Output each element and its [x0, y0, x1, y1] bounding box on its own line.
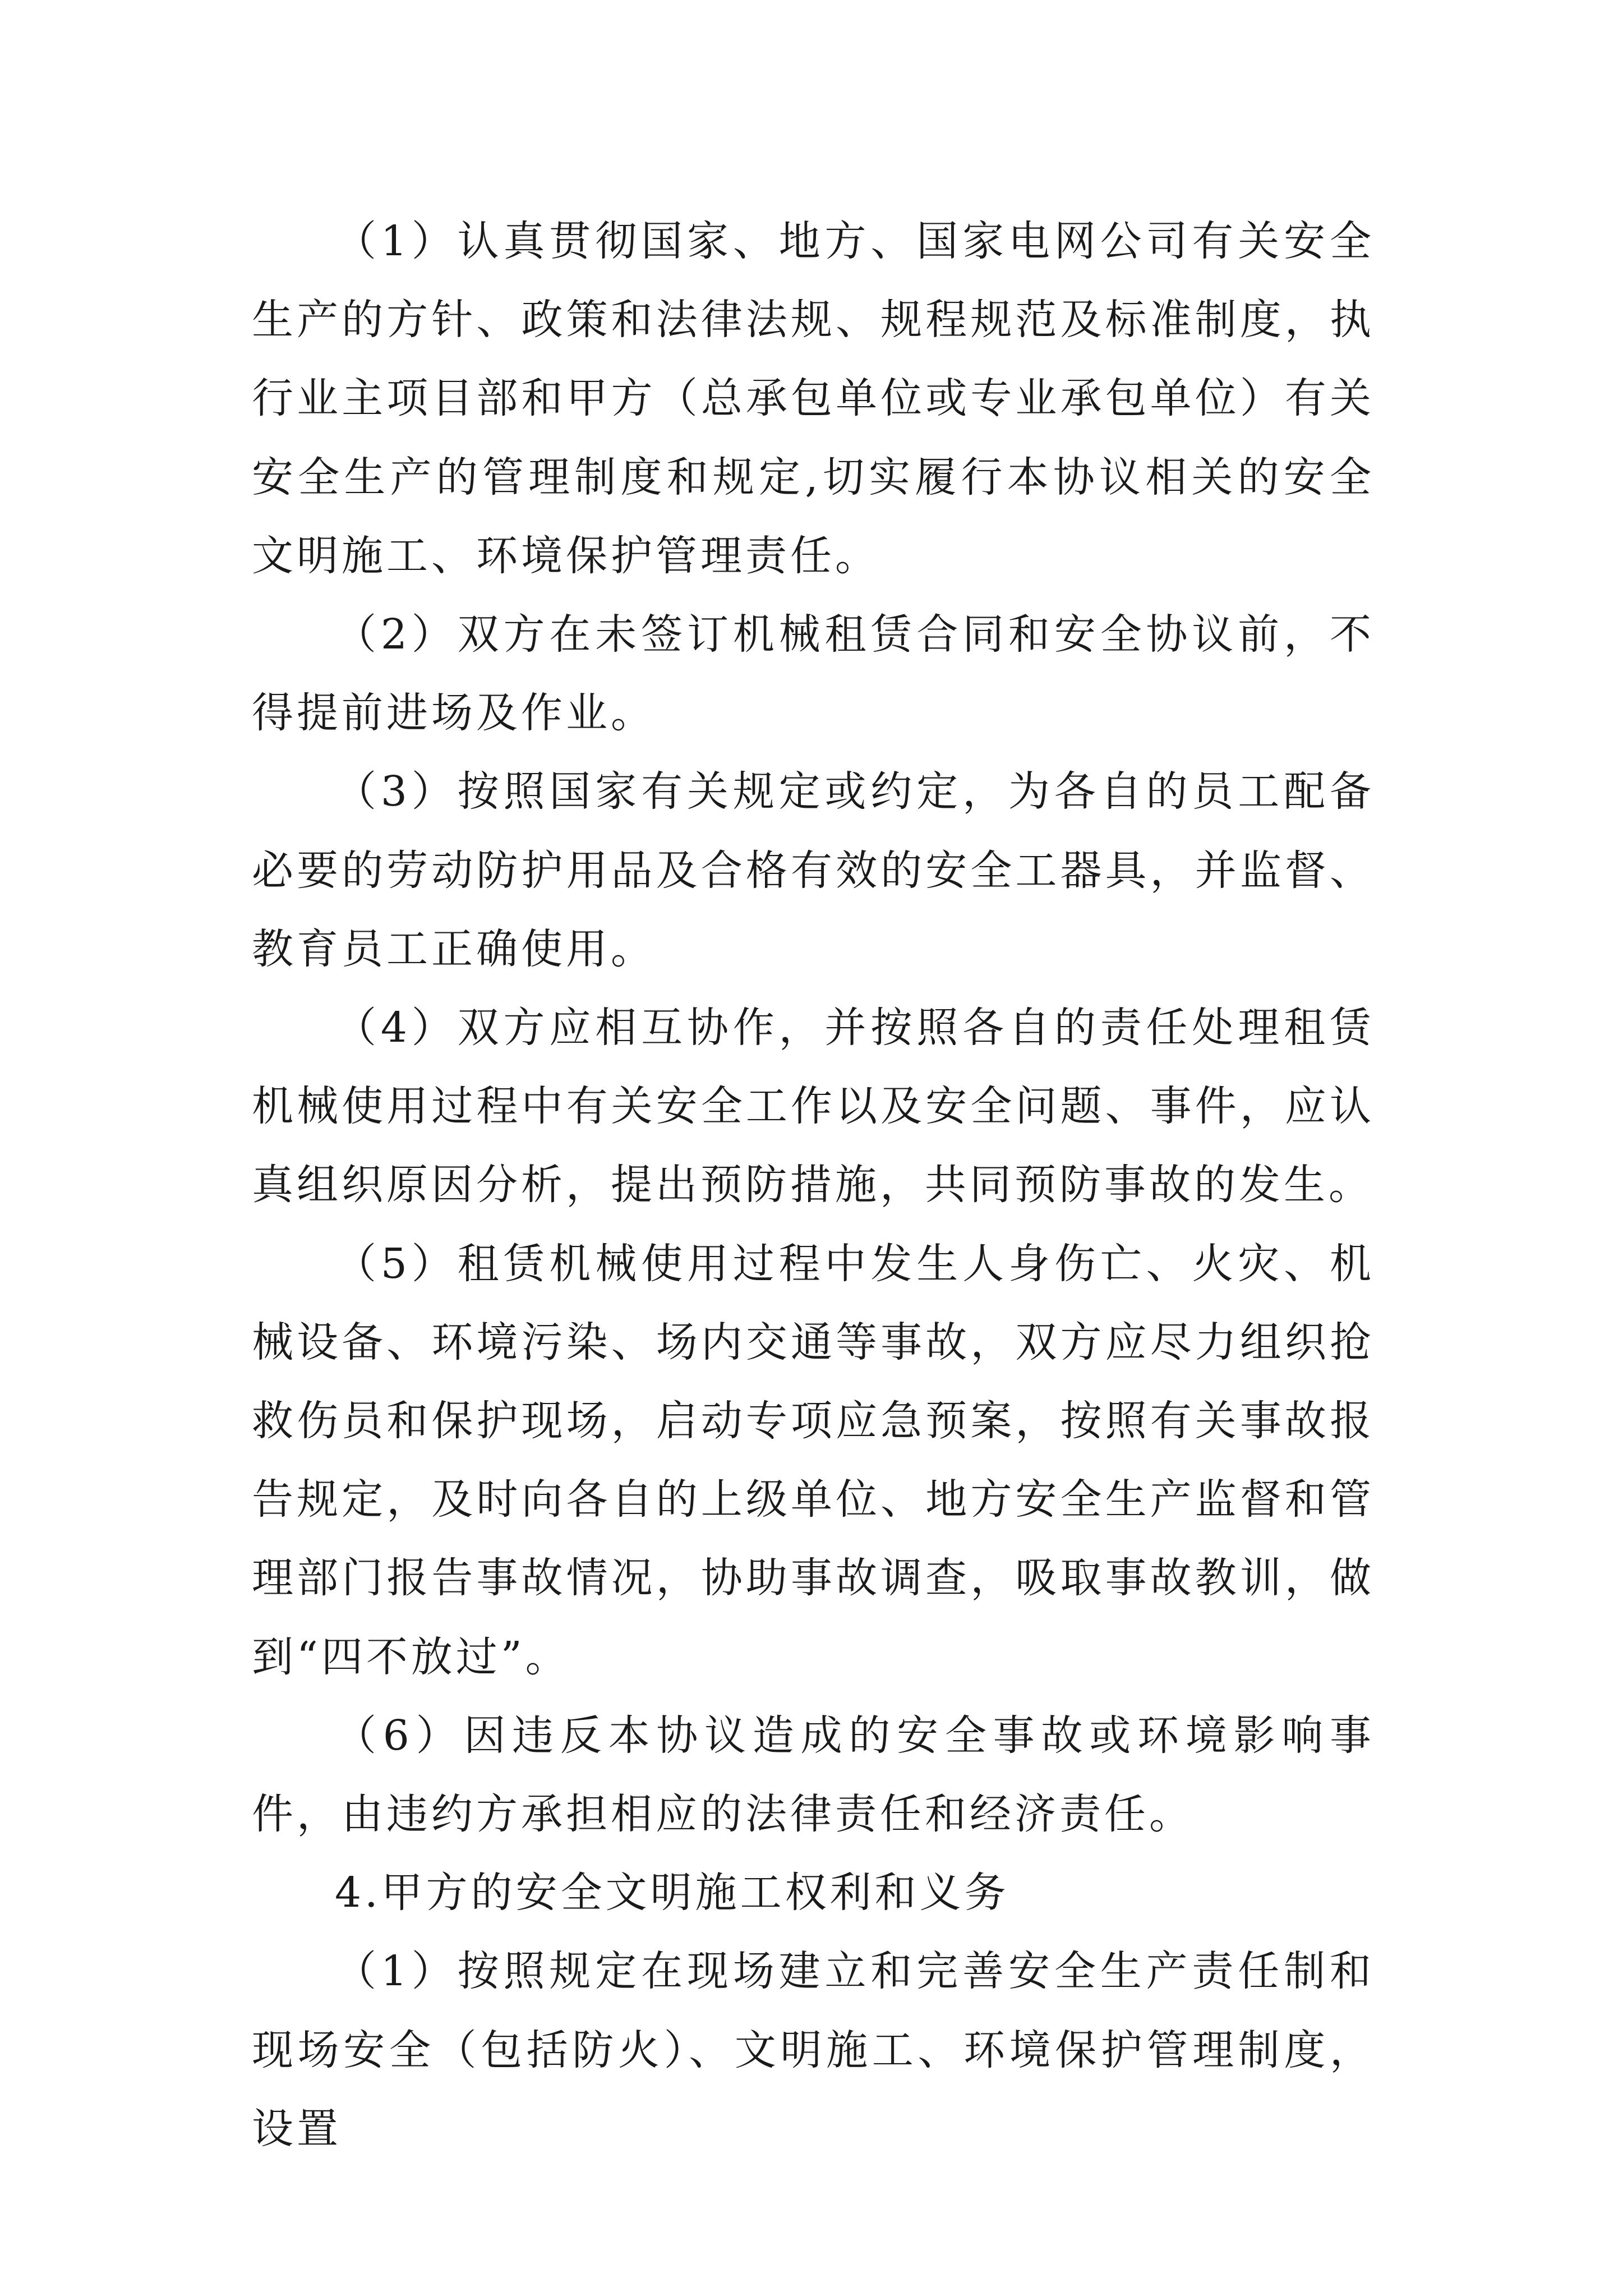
section-heading: 4.甲方的安全文明施工权利和义务	[335, 1869, 1009, 1917]
document-body	[252, 202, 1375, 2168]
section-clause-1-paragraph: （1）按照规定在现场建立和完善安全生产责任制和现场安全（包括防火）、文明施工、环境保护管理制度，设置	[252, 1947, 1375, 2153]
clause-3-paragraph: （3）按照国家有关规定或约定，为各自的员工配备必要的劳动防护用品及合格有效的安全工器具，并监督、教育员工正确使用。	[252, 767, 1375, 973]
clause-5-paragraph: （5）租赁机械使用过程中发生人身伤亡、火灾、机械设备、环境污染、场内交通等事故，双方应尽力组织抢救伤员和保护现场，启动专项应急预案，按照有关事故报告规定，及时向各自的上级单位、地方安全生产监督和管理部门报告事故情况，协助事故调查，吸取事故教训，做到“四不放过”。	[252, 1239, 1375, 1681]
clause-2-paragraph: （2）双方在未签订机械租赁合同和安全协议前，不得提前进场及作业。	[252, 610, 1375, 738]
clause-6-paragraph: （6）因违反本协议造成的安全事故或环境影响事件，由违约方承担相应的法律责任和经济责任。	[252, 1711, 1375, 1839]
clause-1-paragraph: （1）认真贯彻国家、地方、国家电网公司有关安全生产的方针、政策和法律法规、规程规范及标准制度，执行业主项目部和甲方（总承包单位或专业承包单位）有关安全生产的管理制度和规定,切实履行本协议相关的安全文明施工、环境保护管理责任。	[252, 217, 1375, 580]
clause-4-paragraph: （4）双方应相互协作，并按照各自的责任处理租赁机械使用过程中有关安全工作以及安全问题、事件，应认真组织原因分析，提出预防措施，共同预防事故的发生。	[252, 1004, 1375, 1209]
